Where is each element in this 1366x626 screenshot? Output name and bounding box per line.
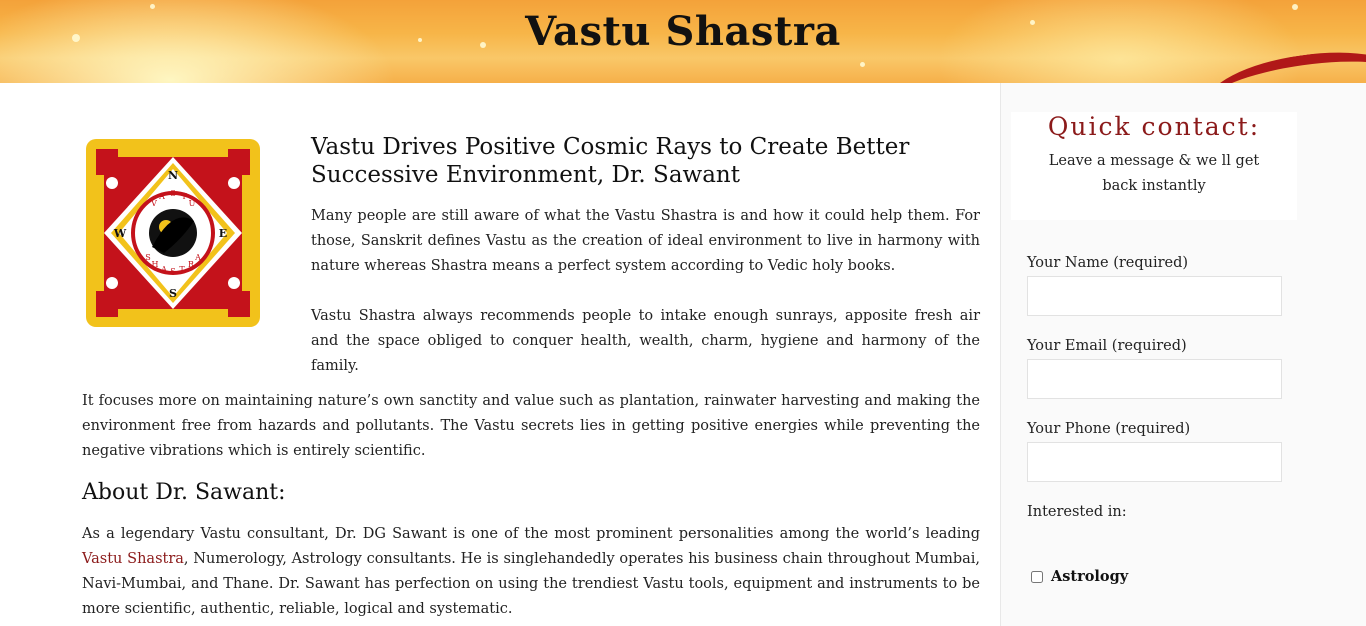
svg-text:A: A <box>195 253 201 262</box>
email-field[interactable] <box>1027 359 1282 399</box>
logo-letter-n: N <box>167 169 179 182</box>
svg-text:T: T <box>181 192 187 201</box>
quick-contact-title: Quick contact: <box>1047 112 1261 141</box>
quick-contact-box <box>1011 112 1297 220</box>
svg-text:U: U <box>188 199 196 208</box>
logo-letter-s: S <box>169 287 177 300</box>
about-paragraph: As a legendary Vastu consultant, Dr. DG Sawant is one of the most prominent personalities among the world’s leading Vastu Shastra, Numerology, Astrology consultants. He is singlehandedly operates his business chain throughout Mumbai, Navi-Mumbai, and Thane. Dr. Sawant has perfection on using the trendiest Vastu tools, equipment and instruments to be more scientific, authentic, reliable, logical and systematic. <box>82 526 981 617</box>
astrology-checkbox[interactable] <box>1031 571 1043 583</box>
vastu-shastra-link[interactable]: Vastu Shastra <box>82 551 184 567</box>
svg-text:T: T <box>179 265 185 274</box>
astrology-label: Astrology <box>1051 568 1129 585</box>
astrology-option[interactable] <box>1031 568 1128 585</box>
name-label: Your Name (required) <box>1027 255 1189 271</box>
sparkle <box>860 62 865 67</box>
main-content <box>82 83 980 626</box>
header-banner <box>0 0 1366 83</box>
svg-text:V: V <box>151 199 157 208</box>
svg-text:S: S <box>145 253 151 262</box>
phone-label: Your Phone (required) <box>1027 421 1191 437</box>
site-title: Vastu Shastra <box>525 8 841 55</box>
svg-text:A: A <box>161 265 167 274</box>
svg-text:S: S <box>170 267 176 276</box>
logo-letter-e: E <box>218 227 228 240</box>
svg-text:H: H <box>151 260 159 269</box>
svg-text:A: A <box>159 192 165 201</box>
svg-text:R: R <box>187 260 195 269</box>
quick-contact-subtitle: Leave a message & we ll get back instantly <box>1048 153 1260 194</box>
svg-text:S: S <box>170 189 176 198</box>
phone-field[interactable] <box>1027 442 1282 482</box>
about-heading: About Dr. Sawant: <box>82 480 286 505</box>
quick-contact-sidebar <box>1000 83 1366 626</box>
sunrays-paragraph: Vastu Shastra always recommends people to intake enough sunrays, apposite fresh air and the space obliged to conquer health, wealth, charm, hygiene and harmony of the family. <box>311 308 980 374</box>
email-label: Your Email (required) <box>1027 338 1187 354</box>
name-field[interactable] <box>1027 276 1282 316</box>
interested-label: Interested in: <box>1027 504 1127 520</box>
sanctity-paragraph: It focuses more on maintaining nature’s own sanctity and value such as plantation, rainwater harvesting and making the environment free from hazards and pollutants. The Vastu secrets lies in getting positive energies while preventing the negative vibrations which is entirely scientific. <box>82 393 980 459</box>
vastu-yantra-logo <box>82 135 264 331</box>
logo-letter-w: W <box>113 227 127 240</box>
intro-paragraph: Many people are still aware of what the Vastu Shastra is and how it could help them. For those, Sanskrit defines Vastu as the creation of ideal environment to live in harmony with nature whereas Shastra means a perfect system according to Vedic holy books. <box>311 208 980 274</box>
article-headline: Vastu Drives Positive Cosmic Rays to Create Better Successive Environment, Dr. Sawant <box>311 134 910 188</box>
